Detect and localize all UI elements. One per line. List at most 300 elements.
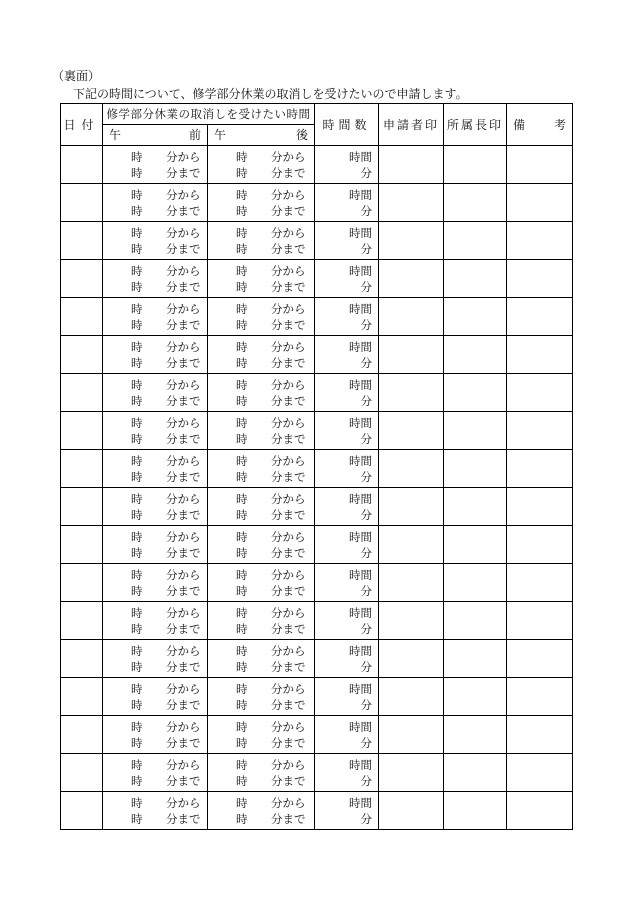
am-time-cell[interactable] [103, 260, 208, 298]
hours-cell[interactable] [315, 450, 379, 488]
hours-unit-label: 時間 [349, 681, 372, 696]
pm-time-cell[interactable] [208, 450, 315, 488]
minutes-from-label: 分から [271, 377, 306, 392]
hour-label: 時 [236, 811, 248, 826]
hour-label: 時 [236, 659, 248, 674]
am-time-cell[interactable] [103, 526, 208, 564]
hour-label: 時 [131, 491, 143, 506]
supervisor-seal-cell[interactable] [444, 754, 507, 792]
hours-cell[interactable] [315, 754, 379, 792]
hours-unit-label: 時間 [349, 453, 372, 468]
hours-cell[interactable] [315, 412, 379, 450]
hours-unit-label: 時間 [349, 529, 372, 544]
minutes-until-label: 分まで [271, 393, 306, 408]
hours-unit-label: 時間 [349, 605, 372, 620]
pm-time-cell[interactable] [208, 678, 315, 716]
minutes-from-label: 分から [166, 681, 201, 696]
minutes-unit-label: 分 [360, 697, 372, 712]
am-time-cell[interactable] [103, 184, 208, 222]
hour-label: 時 [236, 469, 248, 484]
minutes-unit-label: 分 [360, 241, 372, 256]
hour-label: 時 [236, 355, 248, 370]
remarks-cell[interactable] [507, 678, 573, 716]
minutes-until-label: 分まで [271, 355, 306, 370]
hour-label: 時 [236, 431, 248, 446]
applicant-seal-cell[interactable] [379, 222, 444, 260]
remarks-cell[interactable] [507, 298, 573, 336]
remarks-column-header [507, 104, 573, 146]
hour-label: 時 [131, 187, 143, 202]
supervisor-seal-cell[interactable] [444, 564, 507, 602]
hours-cell[interactable] [315, 374, 379, 412]
hour-label: 時 [131, 355, 143, 370]
am-subheader [103, 125, 208, 146]
intro-statement: 下記の時間について、修学部分休業の取消しを受けたいので申請します。 [73, 87, 468, 101]
hours-cell[interactable] [315, 184, 379, 222]
hour-label: 時 [131, 241, 143, 256]
pm-time-cell[interactable] [208, 336, 315, 374]
hour-label: 時 [236, 339, 248, 354]
hour-label: 時 [131, 735, 143, 750]
minutes-until-label: 分まで [271, 431, 306, 446]
remarks-label-right: 考 [553, 117, 566, 132]
remarks-cell[interactable] [507, 412, 573, 450]
date-cell[interactable] [61, 374, 103, 412]
minutes-from-label: 分から [271, 567, 306, 582]
hour-label: 時 [131, 583, 143, 598]
minutes-until-label: 分まで [166, 659, 201, 674]
pm-time-cell[interactable] [208, 146, 315, 184]
supervisor-seal-cell[interactable] [444, 792, 507, 830]
pm-time-cell[interactable] [208, 526, 315, 564]
hour-label: 時 [131, 773, 143, 788]
table-row [61, 716, 573, 754]
remarks-cell[interactable] [507, 184, 573, 222]
minutes-unit-label: 分 [360, 545, 372, 560]
applicant-seal-cell[interactable] [379, 260, 444, 298]
date-cell[interactable] [61, 526, 103, 564]
minutes-until-label: 分まで [166, 165, 201, 180]
am-label-right: 前 [188, 128, 201, 142]
form-rows [61, 146, 573, 830]
applicant-seal-cell[interactable] [379, 374, 444, 412]
am-time-cell[interactable] [103, 450, 208, 488]
table-row [61, 564, 573, 602]
minutes-until-label: 分まで [271, 583, 306, 598]
table-row [61, 260, 573, 298]
hour-label: 時 [131, 529, 143, 544]
hour-label: 時 [131, 659, 143, 674]
am-time-cell[interactable] [103, 336, 208, 374]
pm-label-left: 午 [214, 128, 227, 142]
hour-label: 時 [131, 795, 143, 810]
applicant-seal-cell[interactable] [379, 412, 444, 450]
hours-cell[interactable] [315, 792, 379, 830]
hours-cell[interactable] [315, 146, 379, 184]
am-time-cell[interactable] [103, 374, 208, 412]
minutes-from-label: 分から [271, 795, 306, 810]
pm-time-cell[interactable] [208, 564, 315, 602]
minutes-from-label: 分から [166, 187, 201, 202]
hour-label: 時 [236, 225, 248, 240]
minutes-from-label: 分から [166, 643, 201, 658]
pm-time-cell[interactable] [208, 602, 315, 640]
minutes-from-label: 分から [271, 187, 306, 202]
minutes-from-label: 分から [271, 491, 306, 506]
supervisor-seal-cell[interactable] [444, 298, 507, 336]
hours-cell[interactable] [315, 602, 379, 640]
am-time-cell[interactable] [103, 146, 208, 184]
hours-unit-label: 時間 [349, 415, 372, 430]
minutes-until-label: 分まで [166, 355, 201, 370]
applicant-seal-cell[interactable] [379, 146, 444, 184]
applicant-seal-cell[interactable] [379, 564, 444, 602]
minutes-until-label: 分まで [166, 279, 201, 294]
hours-unit-label: 時間 [349, 567, 372, 582]
minutes-unit-label: 分 [360, 583, 372, 598]
hours-cell[interactable] [315, 716, 379, 754]
supervisor-seal-cell[interactable] [444, 146, 507, 184]
applicant-seal-cell[interactable] [379, 336, 444, 374]
pm-time-cell[interactable] [208, 298, 315, 336]
minutes-from-label: 分から [166, 149, 201, 164]
table-row [61, 222, 573, 260]
am-time-cell[interactable] [103, 412, 208, 450]
am-time-cell[interactable] [103, 222, 208, 260]
applicant-seal-cell[interactable] [379, 450, 444, 488]
hour-label: 時 [131, 225, 143, 240]
minutes-from-label: 分から [166, 757, 201, 772]
hour-label: 時 [131, 507, 143, 522]
hours-cell[interactable] [315, 640, 379, 678]
minutes-until-label: 分まで [166, 203, 201, 218]
hour-label: 時 [236, 415, 248, 430]
minutes-until-label: 分まで [271, 697, 306, 712]
hour-label: 時 [236, 317, 248, 332]
minutes-until-label: 分まで [166, 431, 201, 446]
pm-label-right: 後 [295, 128, 308, 142]
applicant-seal-cell[interactable] [379, 184, 444, 222]
pm-time-cell[interactable] [208, 792, 315, 830]
supervisor-seal-cell[interactable] [444, 222, 507, 260]
minutes-from-label: 分から [166, 263, 201, 278]
hour-label: 時 [236, 757, 248, 772]
minutes-from-label: 分から [166, 453, 201, 468]
table-row [61, 298, 573, 336]
supervisor-seal-cell[interactable] [444, 184, 507, 222]
minutes-until-label: 分まで [166, 773, 201, 788]
am-time-cell[interactable] [103, 678, 208, 716]
hour-label: 時 [236, 545, 248, 560]
hour-label: 時 [131, 149, 143, 164]
minutes-from-label: 分から [271, 529, 306, 544]
minutes-unit-label: 分 [360, 165, 372, 180]
minutes-unit-label: 分 [360, 621, 372, 636]
hours-cell[interactable] [315, 336, 379, 374]
hours-cell[interactable] [315, 298, 379, 336]
minutes-from-label: 分から [166, 491, 201, 506]
minutes-until-label: 分まで [271, 279, 306, 294]
minutes-until-label: 分まで [166, 621, 201, 636]
minutes-from-label: 分から [271, 757, 306, 772]
table-row [61, 336, 573, 374]
applicant-seal-cell[interactable] [379, 716, 444, 754]
hour-label: 時 [236, 491, 248, 506]
table-row [61, 450, 573, 488]
date-cell[interactable] [61, 754, 103, 792]
hours-unit-label: 時間 [349, 339, 372, 354]
cancellation-request-table [60, 103, 573, 830]
table-row [61, 602, 573, 640]
minutes-from-label: 分から [271, 149, 306, 164]
supervisor-seal-cell[interactable] [444, 678, 507, 716]
minutes-until-label: 分まで [166, 811, 201, 826]
date-cell[interactable] [61, 602, 103, 640]
minutes-unit-label: 分 [360, 469, 372, 484]
pm-time-cell[interactable] [208, 260, 315, 298]
minutes-unit-label: 分 [360, 279, 372, 294]
applicant-seal-cell[interactable] [379, 298, 444, 336]
hour-label: 時 [236, 453, 248, 468]
table-row [61, 374, 573, 412]
applicant-seal-cell[interactable] [379, 602, 444, 640]
hour-label: 時 [236, 241, 248, 256]
table-row [61, 526, 573, 564]
am-time-cell[interactable] [103, 602, 208, 640]
remarks-cell[interactable] [507, 450, 573, 488]
supervisor-seal-cell[interactable] [444, 450, 507, 488]
hour-label: 時 [131, 567, 143, 582]
table-row [61, 488, 573, 526]
minutes-from-label: 分から [166, 377, 201, 392]
minutes-from-label: 分から [271, 681, 306, 696]
remarks-cell[interactable] [507, 146, 573, 184]
supervisor-seal-cell[interactable] [444, 526, 507, 564]
hour-label: 時 [131, 279, 143, 294]
supervisor-seal-cell[interactable] [444, 374, 507, 412]
remarks-cell[interactable] [507, 336, 573, 374]
hour-label: 時 [131, 263, 143, 278]
supervisor-seal-cell[interactable] [444, 336, 507, 374]
date-cell[interactable] [61, 716, 103, 754]
table-row [61, 412, 573, 450]
am-time-cell[interactable] [103, 792, 208, 830]
hour-label: 時 [236, 681, 248, 696]
hour-label: 時 [236, 301, 248, 316]
hours-cell[interactable] [315, 488, 379, 526]
hour-label: 時 [131, 719, 143, 734]
hour-label: 時 [131, 757, 143, 772]
minutes-unit-label: 分 [360, 431, 372, 446]
supervisor-seal-cell[interactable] [444, 488, 507, 526]
hour-label: 時 [236, 507, 248, 522]
minutes-until-label: 分まで [271, 659, 306, 674]
hours-unit-label: 時間 [349, 187, 372, 202]
minutes-from-label: 分から [271, 453, 306, 468]
hour-label: 時 [236, 795, 248, 810]
minutes-from-label: 分から [166, 719, 201, 734]
pm-time-cell[interactable] [208, 374, 315, 412]
hours-cell[interactable] [315, 678, 379, 716]
hours-unit-label: 時間 [349, 757, 372, 772]
minutes-from-label: 分から [271, 339, 306, 354]
hour-label: 時 [236, 697, 248, 712]
pm-time-cell[interactable] [208, 754, 315, 792]
table-row [61, 792, 573, 830]
pm-time-cell[interactable] [208, 488, 315, 526]
hour-label: 時 [131, 643, 143, 658]
date-cell[interactable] [61, 678, 103, 716]
applicant-seal-cell[interactable] [379, 678, 444, 716]
minutes-until-label: 分まで [271, 735, 306, 750]
date-cell[interactable] [61, 564, 103, 602]
remarks-cell[interactable] [507, 640, 573, 678]
hour-label: 時 [236, 719, 248, 734]
minutes-from-label: 分から [271, 643, 306, 658]
date-cell[interactable] [61, 488, 103, 526]
pm-time-cell[interactable] [208, 716, 315, 754]
supervisor-seal-header: 所属長印 [444, 104, 507, 146]
remarks-cell[interactable] [507, 374, 573, 412]
date-cell[interactable] [61, 184, 103, 222]
date-cell[interactable] [61, 412, 103, 450]
minutes-until-label: 分まで [271, 507, 306, 522]
am-time-cell[interactable] [103, 716, 208, 754]
minutes-until-label: 分まで [166, 735, 201, 750]
applicant-seal-cell[interactable] [379, 488, 444, 526]
supervisor-seal-cell[interactable] [444, 602, 507, 640]
minutes-until-label: 分まで [271, 469, 306, 484]
minutes-until-label: 分まで [166, 241, 201, 256]
minutes-from-label: 分から [271, 605, 306, 620]
table-row [61, 184, 573, 222]
hour-label: 時 [131, 811, 143, 826]
hours-cell[interactable] [315, 222, 379, 260]
pm-time-cell[interactable] [208, 640, 315, 678]
applicant-seal-header: 申請者印 [379, 104, 444, 146]
table-row [61, 678, 573, 716]
hours-unit-label: 時間 [349, 263, 372, 278]
hour-label: 時 [236, 605, 248, 620]
minutes-until-label: 分まで [271, 773, 306, 788]
minutes-until-label: 分まで [271, 317, 306, 332]
remarks-cell[interactable] [507, 754, 573, 792]
supervisor-seal-cell[interactable] [444, 716, 507, 754]
minutes-from-label: 分から [166, 795, 201, 810]
hour-label: 時 [131, 203, 143, 218]
am-time-cell[interactable] [103, 298, 208, 336]
remarks-cell[interactable] [507, 222, 573, 260]
hours-cell[interactable] [315, 260, 379, 298]
hours-unit-label: 時間 [349, 795, 372, 810]
remarks-cell[interactable] [507, 526, 573, 564]
hour-label: 時 [131, 621, 143, 636]
hour-label: 時 [236, 149, 248, 164]
am-label-left: 午 [109, 128, 122, 142]
hour-label: 時 [236, 567, 248, 582]
hours-column-header: 時間数 [315, 104, 379, 146]
minutes-unit-label: 分 [360, 355, 372, 370]
hours-cell[interactable] [315, 526, 379, 564]
am-time-cell[interactable] [103, 564, 208, 602]
hour-label: 時 [131, 339, 143, 354]
applicant-seal-cell[interactable] [379, 792, 444, 830]
minutes-unit-label: 分 [360, 507, 372, 522]
minutes-until-label: 分まで [271, 811, 306, 826]
hour-label: 時 [236, 529, 248, 544]
pm-time-cell[interactable] [208, 412, 315, 450]
remarks-cell[interactable] [507, 260, 573, 298]
date-cell[interactable] [61, 222, 103, 260]
minutes-unit-label: 分 [360, 811, 372, 826]
hour-label: 時 [236, 583, 248, 598]
minutes-from-label: 分から [166, 567, 201, 582]
date-cell[interactable] [61, 792, 103, 830]
date-cell[interactable] [61, 336, 103, 374]
hours-unit-label: 時間 [349, 377, 372, 392]
minutes-from-label: 分から [166, 225, 201, 240]
am-time-cell[interactable] [103, 640, 208, 678]
hour-label: 時 [131, 681, 143, 696]
hour-label: 時 [236, 187, 248, 202]
date-cell[interactable] [61, 260, 103, 298]
remarks-cell[interactable] [507, 602, 573, 640]
applicant-seal-cell[interactable] [379, 640, 444, 678]
minutes-unit-label: 分 [360, 735, 372, 750]
remarks-cell[interactable] [507, 716, 573, 754]
date-cell[interactable] [61, 146, 103, 184]
remarks-cell[interactable] [507, 564, 573, 602]
hours-unit-label: 時間 [349, 491, 372, 506]
pm-time-cell[interactable] [208, 184, 315, 222]
am-time-cell[interactable] [103, 488, 208, 526]
minutes-from-label: 分から [166, 529, 201, 544]
remarks-cell[interactable] [507, 792, 573, 830]
minutes-until-label: 分まで [271, 165, 306, 180]
minutes-until-label: 分まで [166, 393, 201, 408]
minutes-unit-label: 分 [360, 317, 372, 332]
minutes-from-label: 分から [271, 225, 306, 240]
minutes-until-label: 分まで [166, 545, 201, 560]
pm-time-cell[interactable] [208, 222, 315, 260]
hour-label: 時 [131, 317, 143, 332]
date-cell[interactable] [61, 640, 103, 678]
date-cell[interactable] [61, 450, 103, 488]
pm-subheader [208, 125, 315, 146]
hour-label: 時 [131, 415, 143, 430]
hour-label: 時 [236, 735, 248, 750]
hours-unit-label: 時間 [349, 719, 372, 734]
minutes-until-label: 分まで [166, 317, 201, 332]
supervisor-seal-cell[interactable] [444, 412, 507, 450]
supervisor-seal-cell[interactable] [444, 260, 507, 298]
hours-cell[interactable] [315, 564, 379, 602]
date-cell[interactable] [61, 298, 103, 336]
applicant-seal-cell[interactable] [379, 526, 444, 564]
hour-label: 時 [131, 453, 143, 468]
hours-unit-label: 時間 [349, 225, 372, 240]
minutes-from-label: 分から [271, 263, 306, 278]
minutes-until-label: 分まで [166, 469, 201, 484]
supervisor-seal-cell[interactable] [444, 640, 507, 678]
minutes-from-label: 分から [271, 415, 306, 430]
hour-label: 時 [131, 301, 143, 316]
applicant-seal-cell[interactable] [379, 754, 444, 792]
remarks-cell[interactable] [507, 488, 573, 526]
am-time-cell[interactable] [103, 754, 208, 792]
minutes-unit-label: 分 [360, 393, 372, 408]
table-row [61, 640, 573, 678]
